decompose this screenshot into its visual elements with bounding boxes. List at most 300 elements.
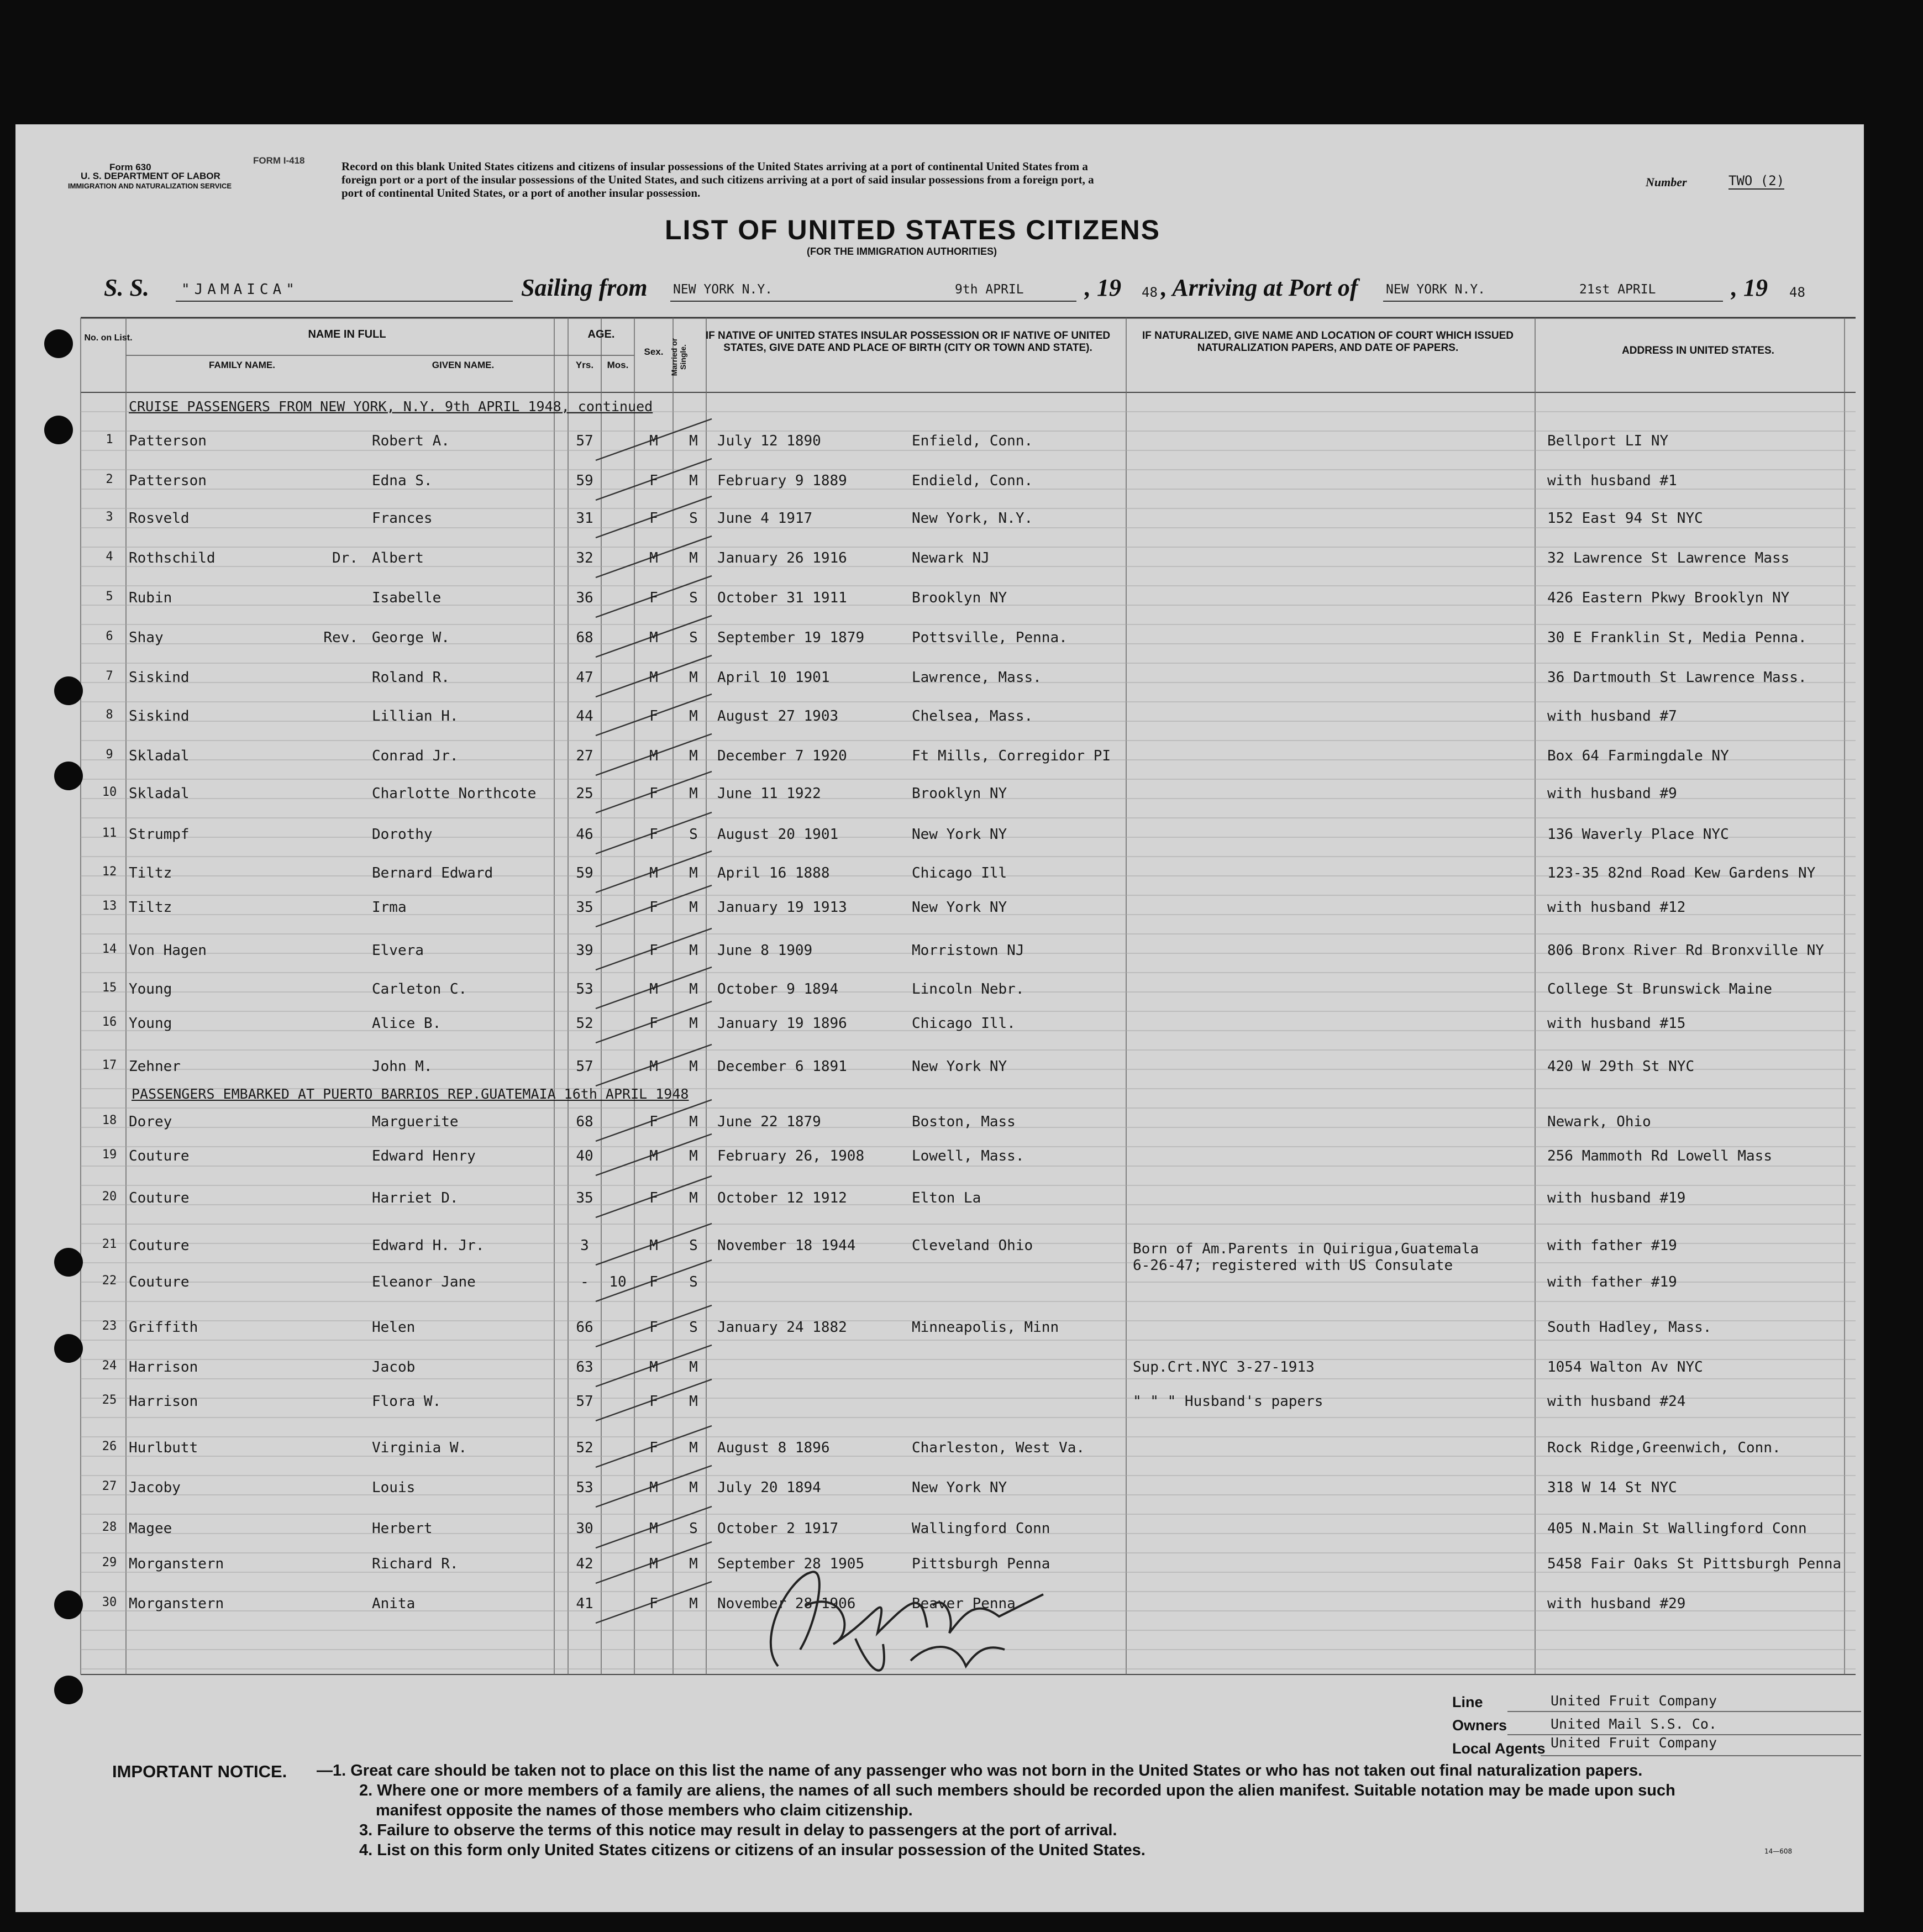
us-address: 256 Mammoth Rd Lowell Mass xyxy=(1547,1148,1772,1164)
marital-status: M xyxy=(689,669,698,686)
given-name: Herbert xyxy=(372,1520,433,1537)
table-row xyxy=(15,942,1864,964)
page-subtitle: (FOR THE IMMIGRATION AUTHORITIES) xyxy=(807,246,997,257)
marital-status: M xyxy=(689,433,698,449)
given-name: Charlotte Northcote xyxy=(372,785,537,802)
notice-heading: IMPORTANT NOTICE. xyxy=(112,1762,287,1781)
us-address: 32 Lawrence St Lawrence Mass xyxy=(1547,550,1790,566)
line-label: Line xyxy=(1452,1694,1483,1710)
agents-label: Local Agents xyxy=(1452,1740,1546,1757)
us-address: with husband #7 xyxy=(1547,708,1677,725)
row-number: 3 xyxy=(106,510,113,524)
age-years: 44 xyxy=(576,708,593,725)
row-number: 23 xyxy=(102,1319,117,1333)
binder-hole xyxy=(54,762,83,790)
birth-date: December 6 1891 xyxy=(717,1058,847,1075)
page-title: LIST OF UNITED STATES CITIZENS xyxy=(665,214,1161,245)
row-number: 17 xyxy=(102,1058,117,1072)
family-name: Von Hagen xyxy=(129,942,207,959)
table-row xyxy=(15,510,1864,532)
given-name: John M. xyxy=(372,1058,433,1075)
age-years: 27 xyxy=(576,748,593,764)
given-name: Edward H. Jr. xyxy=(372,1237,485,1254)
family-name: Rosveld xyxy=(129,510,190,527)
arriving-label: , Arriving at Port of xyxy=(1161,274,1358,301)
sex: F xyxy=(649,1440,658,1456)
table-row xyxy=(15,1393,1864,1415)
marital-status: M xyxy=(689,1393,698,1410)
sex: F xyxy=(649,1393,658,1410)
sailing-year: 48 xyxy=(1142,285,1158,300)
sex: F xyxy=(649,510,658,527)
table-row xyxy=(15,708,1864,730)
marital-status: M xyxy=(689,1440,698,1456)
given-name: Anita xyxy=(372,1595,416,1612)
us-address: 5458 Fair Oaks St Pittsburgh Penna xyxy=(1547,1556,1842,1572)
birth-place: Brooklyn NY xyxy=(912,785,1007,802)
given-name: Louis xyxy=(372,1479,416,1496)
family-name: Couture xyxy=(129,1237,190,1254)
birth-date: April 16 1888 xyxy=(717,865,830,881)
table-row xyxy=(15,1319,1864,1341)
birth-place: Morristown NJ xyxy=(912,942,1024,959)
table-row xyxy=(15,1148,1864,1170)
service-label: IMMIGRATION AND NATURALIZATION SERVICE xyxy=(68,182,232,190)
birth-place: Pittsburgh Penna xyxy=(912,1556,1050,1572)
family-name: Zehner xyxy=(129,1058,181,1075)
birth-date: November 18 1944 xyxy=(717,1237,856,1254)
sex: M xyxy=(649,1359,658,1376)
table-row xyxy=(15,1440,1864,1462)
birth-place: Newark NJ xyxy=(912,550,990,566)
age-years: 35 xyxy=(576,899,593,916)
age-years: 41 xyxy=(576,1595,593,1612)
table-row xyxy=(15,785,1864,807)
sex: F xyxy=(649,473,658,489)
birth-date: November 28 1906 xyxy=(717,1595,856,1612)
marital-status: M xyxy=(689,550,698,566)
birth-date: October 12 1912 xyxy=(717,1190,847,1206)
family-name: Magee xyxy=(129,1520,172,1537)
row-number: 6 xyxy=(106,629,113,643)
table-row xyxy=(15,1058,1864,1080)
us-address: 1054 Walton Av NYC xyxy=(1547,1359,1703,1376)
given-name: George W. xyxy=(372,629,450,646)
marital-status: M xyxy=(689,1595,698,1612)
section-puerto-barrios: PASSENGERS EMBARKED AT PUERTO BARRIOS REP.GUATEMAIA 16th APRIL 1948 xyxy=(132,1086,689,1102)
row-number: 5 xyxy=(106,590,113,603)
birth-date: July 12 1890 xyxy=(717,433,821,449)
family-name: Skladal xyxy=(129,785,190,802)
family-name: Griffith xyxy=(129,1319,198,1336)
row-number: 14 xyxy=(102,942,117,956)
birth-place: New York, N.Y. xyxy=(912,510,1033,527)
sex: M xyxy=(649,1520,658,1537)
binder-hole xyxy=(54,1248,83,1277)
marital-status: M xyxy=(689,981,698,998)
row-number: 7 xyxy=(106,669,113,683)
birth-place: Brooklyn NY xyxy=(912,590,1007,606)
birth-place: Lowell, Mass. xyxy=(912,1148,1024,1164)
owners-value: United Mail S.S. Co. xyxy=(1551,1716,1717,1732)
row-number: 2 xyxy=(106,473,113,486)
given-name: Carleton C. xyxy=(372,981,467,998)
col-birth-header: IF NATIVE OF UNITED STATES INSULAR POSSESSION OR IF NATIVE OF UNITED STATES, GIVE DATE AND PLACE OF BIRTH (CITY OR TOWN AND STATE). xyxy=(705,330,1111,354)
family-name: Morganstern xyxy=(129,1595,224,1612)
us-address: 806 Bronx River Rd Bronxville NY xyxy=(1547,942,1824,959)
marital-status: M xyxy=(689,1556,698,1572)
row-number: 29 xyxy=(102,1556,117,1569)
sex: M xyxy=(649,433,658,449)
sex: M xyxy=(649,1237,658,1254)
given-name: Jacob xyxy=(372,1359,416,1376)
name-title: Rev. xyxy=(323,629,358,646)
naturalization-info-line-2: 6-26-47; registered with US Consulate xyxy=(1133,1257,1453,1274)
sex: M xyxy=(649,748,658,764)
arriving-port: NEW YORK N.Y. xyxy=(1386,282,1486,297)
manifest-sheet xyxy=(15,124,1864,1912)
us-address: with husband #12 xyxy=(1547,899,1686,916)
col-mos-header: Mos. xyxy=(607,360,629,370)
sailing-label: Sailing from xyxy=(521,274,648,301)
us-address: with father #19 xyxy=(1547,1274,1677,1290)
birth-place: Elton La xyxy=(912,1190,981,1206)
marital-status: S xyxy=(689,1520,698,1537)
line-value: United Fruit Company xyxy=(1551,1693,1717,1709)
notice-item-2-cont: manifest opposite the names of those members who claim citizenship. xyxy=(376,1802,913,1819)
sex: F xyxy=(649,942,658,959)
age-years: 68 xyxy=(576,1114,593,1130)
us-address: with husband #15 xyxy=(1547,1015,1686,1032)
notice-item-2: 2. Where one or more members of a family are aliens, the names of all such members should be recorded upon the alien manifest. Suitable notation may be made upon such xyxy=(359,1782,1675,1799)
sex: F xyxy=(649,1015,658,1032)
birth-date: December 7 1920 xyxy=(717,748,847,764)
sex: M xyxy=(649,1058,658,1075)
family-name: Young xyxy=(129,1015,172,1032)
family-name: Morganstern xyxy=(129,1556,224,1572)
sex: F xyxy=(649,1114,658,1130)
birth-place: Pottsville, Penna. xyxy=(912,629,1068,646)
given-name: Elvera xyxy=(372,942,424,959)
family-name: Couture xyxy=(129,1148,190,1164)
age-years: 68 xyxy=(576,629,593,646)
sex: F xyxy=(649,590,658,606)
marital-status: S xyxy=(689,629,698,646)
row-number: 18 xyxy=(102,1114,117,1127)
us-address: with husband #24 xyxy=(1547,1393,1686,1410)
notice-item-3: 3. Failure to observe the terms of this notice may result in delay to passengers at the port of arrival. xyxy=(359,1821,1117,1839)
official-signature xyxy=(745,1556,1054,1688)
table-row xyxy=(15,590,1864,612)
col-married-header: Married or Single. xyxy=(670,338,687,376)
table-row xyxy=(15,748,1864,770)
marital-status: S xyxy=(689,590,698,606)
print-code: 14—608 xyxy=(1764,1847,1793,1855)
family-name: Harrison xyxy=(129,1393,198,1410)
sex: F xyxy=(649,1595,658,1612)
us-address: Box 64 Farmingdale NY xyxy=(1547,748,1729,764)
marital-status: S xyxy=(689,1237,698,1254)
row-number: 30 xyxy=(102,1595,117,1609)
age-years: 42 xyxy=(576,1556,593,1572)
binder-hole xyxy=(44,416,73,444)
family-name: Patterson xyxy=(129,473,207,489)
owners-label: Owners xyxy=(1452,1717,1507,1734)
arriving-year-prefix: , 19 xyxy=(1731,274,1768,301)
us-address: 36 Dartmouth St Lawrence Mass. xyxy=(1547,669,1807,686)
family-name: Tiltz xyxy=(129,899,172,916)
age-years: 52 xyxy=(576,1440,593,1456)
family-name: Harrison xyxy=(129,1359,198,1376)
us-address: 405 N.Main St Wallingford Conn xyxy=(1547,1520,1807,1537)
agents-value: United Fruit Company xyxy=(1551,1735,1717,1751)
table-row xyxy=(15,1237,1864,1259)
row-number: 11 xyxy=(102,826,117,840)
row-number: 12 xyxy=(102,865,117,879)
us-address: 123-35 82nd Road Kew Gardens NY xyxy=(1547,865,1816,881)
notice-item-4: 4. List on this form only United States citizens or citizens of an insular possession of the United States. xyxy=(359,1841,1146,1859)
age-years: 47 xyxy=(576,669,593,686)
table-row xyxy=(15,1114,1864,1136)
family-name: Shay xyxy=(129,629,164,646)
us-address: with husband #9 xyxy=(1547,785,1677,802)
us-address: 136 Waverly Place NYC xyxy=(1547,826,1729,843)
row-number: 22 xyxy=(102,1274,117,1288)
number-label: Number xyxy=(1646,175,1687,189)
family-name: Young xyxy=(129,981,172,998)
row-number: 8 xyxy=(106,708,113,722)
sex: M xyxy=(649,550,658,566)
sailing-date: 9th APRIL xyxy=(955,282,1024,297)
given-name: Helen xyxy=(372,1319,416,1336)
sex: M xyxy=(649,629,658,646)
given-name: Lillian H. xyxy=(372,708,459,725)
marital-status: M xyxy=(689,899,698,916)
family-name: Couture xyxy=(129,1274,190,1290)
us-address: 426 Eastern Pkwy Brooklyn NY xyxy=(1547,590,1790,606)
birth-place: Wallingford Conn xyxy=(912,1520,1050,1537)
birth-date: January 24 1882 xyxy=(717,1319,847,1336)
age-years: 59 xyxy=(576,473,593,489)
naturalization-info: Born of Am.Parents in Quirigua,Guatemala xyxy=(1133,1241,1479,1257)
age-years: 31 xyxy=(576,510,593,527)
table-row xyxy=(15,550,1864,572)
table-row xyxy=(15,899,1864,921)
sex: F xyxy=(649,899,658,916)
age-years: 57 xyxy=(576,1058,593,1075)
marital-status: S xyxy=(689,826,698,843)
birth-date: January 26 1916 xyxy=(717,550,847,566)
col-naturalized-header: IF NATURALIZED, GIVE NAME AND LOCATION OF COURT WHICH ISSUED NATURALIZATION PAPERS, AND DATE OF PAPERS. xyxy=(1142,330,1514,354)
given-name: Harriet D. xyxy=(372,1190,459,1206)
naturalization-info: Sup.Crt.NYC 3-27-1913 xyxy=(1133,1359,1315,1376)
birth-place: Chelsea, Mass. xyxy=(912,708,1033,725)
sex: F xyxy=(649,1274,658,1290)
age-years: 35 xyxy=(576,1190,593,1206)
section-cruise-passengers: CRUISE PASSENGERS FROM NEW YORK, N.Y. 9th APRIL 1948, continued xyxy=(129,398,653,414)
family-name: Couture xyxy=(129,1190,190,1206)
arriving-date: 21st APRIL xyxy=(1579,282,1656,297)
given-name: Isabelle xyxy=(372,590,442,606)
us-address: 420 W 29th St NYC xyxy=(1547,1058,1695,1075)
col-address-header: ADDRESS IN UNITED STATES. xyxy=(1622,345,1774,356)
given-name: Conrad Jr. xyxy=(372,748,459,764)
sex: M xyxy=(649,1479,658,1496)
row-number: 4 xyxy=(106,550,113,564)
age-months: 10 xyxy=(609,1274,627,1290)
marital-status: M xyxy=(689,1058,698,1075)
us-address: with father #19 xyxy=(1547,1237,1677,1254)
row-number: 24 xyxy=(102,1359,117,1373)
row-number: 28 xyxy=(102,1520,117,1534)
age-years: 25 xyxy=(576,785,593,802)
table-row xyxy=(15,1520,1864,1542)
ship-name: "JAMAICA" xyxy=(181,281,299,298)
family-name: Tiltz xyxy=(129,865,172,881)
age-years: 53 xyxy=(576,981,593,998)
given-name: Alice B. xyxy=(372,1015,442,1032)
birth-date: April 10 1901 xyxy=(717,669,830,686)
birth-date: February 9 1889 xyxy=(717,473,847,489)
age-years: 57 xyxy=(576,1393,593,1410)
birth-place: Boston, Mass xyxy=(912,1114,1016,1130)
birth-place: Enfield, Conn. xyxy=(912,433,1033,449)
family-name: Rothschild xyxy=(129,550,216,566)
sex: M xyxy=(649,1148,658,1164)
given-name: Marguerite xyxy=(372,1114,459,1130)
family-name: Hurlbutt xyxy=(129,1440,198,1456)
marital-status: M xyxy=(689,1114,698,1130)
birth-place: Cleveland Ohio xyxy=(912,1237,1033,1254)
given-name: Roland R. xyxy=(372,669,450,686)
row-number: 20 xyxy=(102,1190,117,1204)
table-row xyxy=(15,826,1864,848)
us-address: Rock Ridge,Greenwich, Conn. xyxy=(1547,1440,1781,1456)
row-number: 16 xyxy=(102,1015,117,1029)
marital-status: M xyxy=(689,1359,698,1376)
age-years: 3 xyxy=(580,1237,589,1254)
name-title: Dr. xyxy=(332,550,358,566)
row-number: 25 xyxy=(102,1393,117,1407)
marital-status: M xyxy=(689,708,698,725)
family-name: Dorey xyxy=(129,1114,172,1130)
birth-date: June 11 1922 xyxy=(717,785,821,802)
table-row xyxy=(15,981,1864,1003)
birth-date: October 31 1911 xyxy=(717,590,847,606)
age-years: - xyxy=(580,1274,589,1290)
naturalization-info: " " " Husband's papers xyxy=(1133,1393,1323,1410)
birth-place: Chicago Ill xyxy=(912,865,1007,881)
instructions: Record on this blank United States citizens and citizens of insular possessions of the United States arriving at a port of continental United States from a foreign port or a port of the insular possessions of the United States, and such citizens arriving at a port of said insular possessions from a foreign port, a port of continental United States, or a port of another insular possession. xyxy=(341,160,1094,200)
given-name: Richard R. xyxy=(372,1556,459,1572)
given-name: Edna S. xyxy=(372,473,433,489)
sex: F xyxy=(649,708,658,725)
col-sex-header: Sex. xyxy=(644,347,664,357)
sex: M xyxy=(649,1556,658,1572)
table-row xyxy=(15,473,1864,495)
age-years: 52 xyxy=(576,1015,593,1032)
marital-status: M xyxy=(689,1479,698,1496)
row-number: 13 xyxy=(102,899,117,913)
birth-date: September 28 1905 xyxy=(717,1556,865,1572)
row-number: 10 xyxy=(102,785,117,799)
birth-date: January 19 1896 xyxy=(717,1015,847,1032)
row-number: 1 xyxy=(106,433,113,447)
form-number: Form 630 xyxy=(109,162,151,172)
given-name: Irma xyxy=(372,899,407,916)
department-label: U. S. DEPARTMENT OF LABOR xyxy=(81,171,220,181)
family-name: Skladal xyxy=(129,748,190,764)
given-name: Albert xyxy=(372,550,424,566)
family-name: Strumpf xyxy=(129,826,190,843)
us-address: 152 East 94 St NYC xyxy=(1547,510,1703,527)
sex: F xyxy=(649,785,658,802)
birth-place: New York NY xyxy=(912,899,1007,916)
marital-status: S xyxy=(689,1274,698,1290)
given-name: Bernard Edward xyxy=(372,865,493,881)
sex: M xyxy=(649,981,658,998)
table-row xyxy=(15,1359,1864,1381)
number-value: TWO (2) xyxy=(1728,173,1785,188)
age-years: 63 xyxy=(576,1359,593,1376)
binder-hole xyxy=(54,1590,83,1619)
age-years: 30 xyxy=(576,1520,593,1537)
birth-place: Charleston, West Va. xyxy=(912,1440,1085,1456)
age-years: 53 xyxy=(576,1479,593,1496)
sex: F xyxy=(649,1190,658,1206)
birth-place: New York NY xyxy=(912,1058,1007,1075)
family-name: Rubin xyxy=(129,590,172,606)
birth-place: Endield, Conn. xyxy=(912,473,1033,489)
age-years: 57 xyxy=(576,433,593,449)
marital-status: M xyxy=(689,1190,698,1206)
us-address: College St Brunswick Maine xyxy=(1547,981,1772,998)
us-address: 30 E Franklin St, Media Penna. xyxy=(1547,629,1807,646)
table-row xyxy=(15,629,1864,652)
birth-place: Lincoln Nebr. xyxy=(912,981,1024,998)
family-name: Siskind xyxy=(129,708,190,725)
marital-status: M xyxy=(689,865,698,881)
binder-hole xyxy=(54,676,83,705)
family-name: Jacoby xyxy=(129,1479,181,1496)
given-name: Flora W. xyxy=(372,1393,442,1410)
given-name: Frances xyxy=(372,510,433,527)
table-row xyxy=(15,433,1864,455)
marital-status: M xyxy=(689,942,698,959)
marital-status: M xyxy=(689,1015,698,1032)
birth-date: August 20 1901 xyxy=(717,826,839,843)
birth-date: July 20 1894 xyxy=(717,1479,821,1496)
given-name: Edward Henry xyxy=(372,1148,476,1164)
us-address: with husband #29 xyxy=(1547,1595,1686,1612)
us-address: Bellport LI NY xyxy=(1547,433,1669,449)
family-name: Patterson xyxy=(129,433,207,449)
given-name: Eleanor Jane xyxy=(372,1274,476,1290)
sex: F xyxy=(649,1319,658,1336)
col-no-header: No. on List. xyxy=(84,333,133,343)
ss-label: S. S. xyxy=(104,274,149,301)
binder-hole xyxy=(54,1676,83,1704)
row-number: 19 xyxy=(102,1148,117,1162)
birth-place: Ft Mills, Corregidor PI xyxy=(912,748,1111,764)
col-given-header: GIVEN NAME. xyxy=(432,360,495,370)
row-number: 26 xyxy=(102,1440,117,1453)
age-years: 32 xyxy=(576,550,593,566)
birth-place: Minneapolis, Minn xyxy=(912,1319,1059,1336)
marital-status: M xyxy=(689,473,698,489)
age-years: 66 xyxy=(576,1319,593,1336)
notice-item-1: —1. Great care should be taken not to place on this list the name of any passenger who was not born in the United States or who has not taken out final naturalization papers. xyxy=(317,1762,1643,1779)
